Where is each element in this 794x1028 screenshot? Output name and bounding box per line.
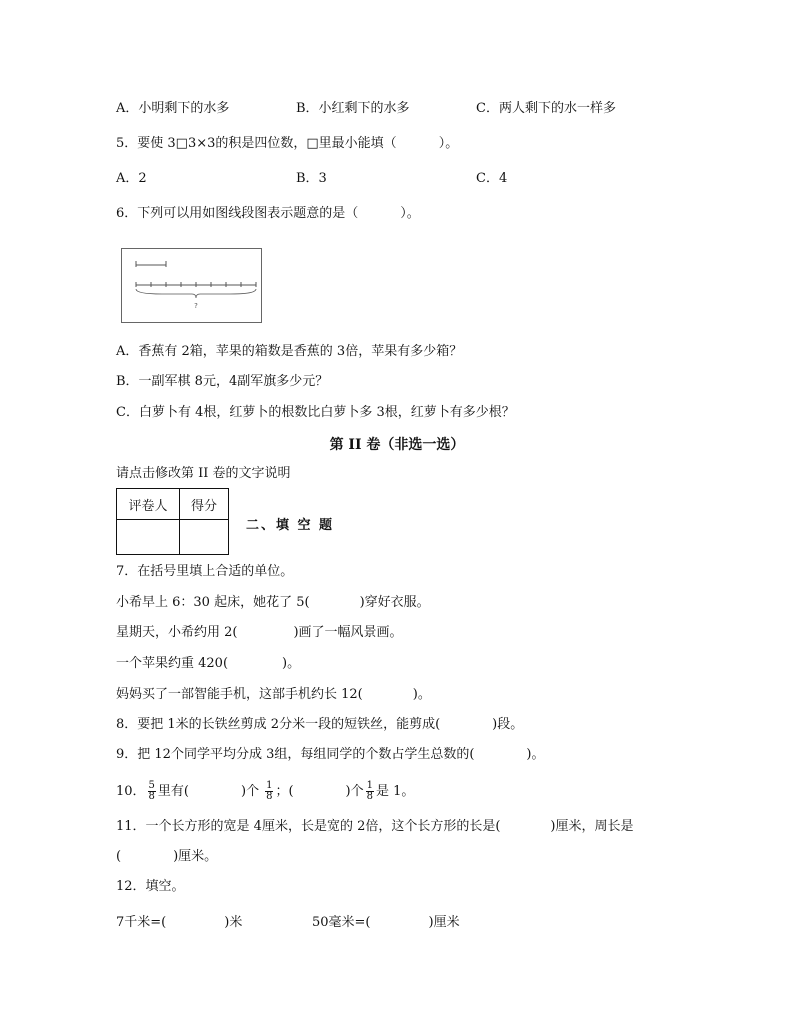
q7-line-4 [116,686,431,704]
q12-item-b [312,914,460,932]
q7-l1-b: )穿好衣服。 [359,595,430,610]
q10-prefix: 10． [116,784,146,799]
q4-option-a: A．小明剩下的水多 [116,101,230,116]
q9-b: )。 [526,747,545,762]
q5-stem [116,135,458,153]
q7-l4-a: 妈妈买了一部智能手机，这部手机约长 12( [116,687,363,702]
q10-t1: 里有( [157,784,189,799]
section-note[interactable]: 请点击修改第 II 卷的文字说明 [116,466,291,481]
section-title: 第 II 卷（非选一选） [329,437,465,453]
line-segment-diagram [121,248,262,323]
q11-line-1 [116,818,634,836]
q5-stem-text: 5．要使 3□3×3的积是四位数，□里最小能填（ [116,136,397,151]
q7-line-2 [116,624,403,642]
q5-option-c: C．4 [476,171,508,186]
q11-line-2 [116,848,217,866]
score-table [116,488,229,555]
q6-stem-end: ）。 [400,206,420,221]
q5-option-a: A．2 [116,171,147,186]
q7-l3-b: )。 [282,656,301,671]
q10-t2: )个 [241,784,260,799]
q7-line-3 [116,655,300,673]
q4-option-b: B．小红剩下的水多 [296,101,410,116]
frac2-num: 1 [266,780,273,791]
grader-header: 评卷人 [117,489,180,520]
q11-c: ( [116,849,122,864]
frac1-den: 8 [148,791,155,802]
q7-l4-b: )。 [412,687,431,702]
q10-t5: 是 1。 [375,784,415,799]
q8-a: 8．要把 1米的长铁丝剪成 2分米一段的短铁丝，能剪成( [116,717,441,732]
q6-stem-text: 6．下列可以用如图线段图表示题意的是（ [116,206,359,221]
fraction-one-eighth-b [366,781,374,802]
grader-cell[interactable] [117,520,180,555]
fill-in-heading: 二、填 空 题 [246,518,335,533]
frac2-den: 8 [266,791,273,802]
fraction-five-eighths [148,781,156,802]
frac1-num: 5 [148,780,155,791]
q8 [116,716,523,734]
q12-stem: 12．填空。 [116,879,185,894]
q6-option-b: B．一副军棋 8元，4副军旗多少元？ [116,374,329,389]
q9-a: 9．把 12个同学平均分成 3组，每组同学的个数占学生总数的( [116,747,475,762]
line-segment-svg [122,249,261,322]
q8-b: )段。 [492,717,524,732]
q12-item-a [116,914,242,932]
q6-stem [116,205,420,223]
q7-line-1 [116,594,430,612]
q10-t3: ；( [275,784,294,799]
q10 [116,780,414,804]
q12-a2: )米 [224,915,243,930]
q7-l1-a: 小希早上 6：30 起床，她花了 5( [116,595,310,610]
q10-t4: )个 [345,784,364,799]
q7-l3-a: 一个苹果约重 420( [116,656,229,671]
q6-option-a: A．香蕉有 2箱，苹果的箱数是香蕉的 3倍，苹果有多少箱？ [116,344,463,359]
score-cell[interactable] [180,520,229,555]
q5-stem-end: ）。 [438,136,459,151]
q7-stem: 7．在括号里填上合适的单位。 [116,564,294,579]
q12-b2: )厘米 [428,915,460,930]
q11-d: )厘米。 [173,849,218,864]
frac3-num: 1 [366,780,373,791]
q9 [116,746,545,764]
q5-option-b: B．3 [296,171,327,186]
q4-option-c: C．两人剩下的水一样多 [476,101,616,116]
q7-l2-b: )画了一幅风景画。 [293,625,403,640]
frac3-den: 8 [366,791,373,802]
q11-a: 11．一个长方形的宽是 4厘米，长是宽的 2倍，这个长方形的长是( [116,819,501,834]
fraction-one-eighth-a [265,781,273,802]
unknown-total-label: ? [194,302,198,310]
total-brace [136,289,256,298]
q7-l2-a: 星期天，小希约用 2( [116,625,238,640]
q11-b: )厘米，周长是 [550,819,634,834]
q12-a1: 7千米=( [116,915,167,930]
q6-option-c: C．白萝卜有 4根，红萝卜的根数比白萝卜多 3根，红萝卜有多少根？ [116,405,515,420]
q12-b1: 50毫米=( [312,915,371,930]
score-header: 得分 [180,489,229,520]
